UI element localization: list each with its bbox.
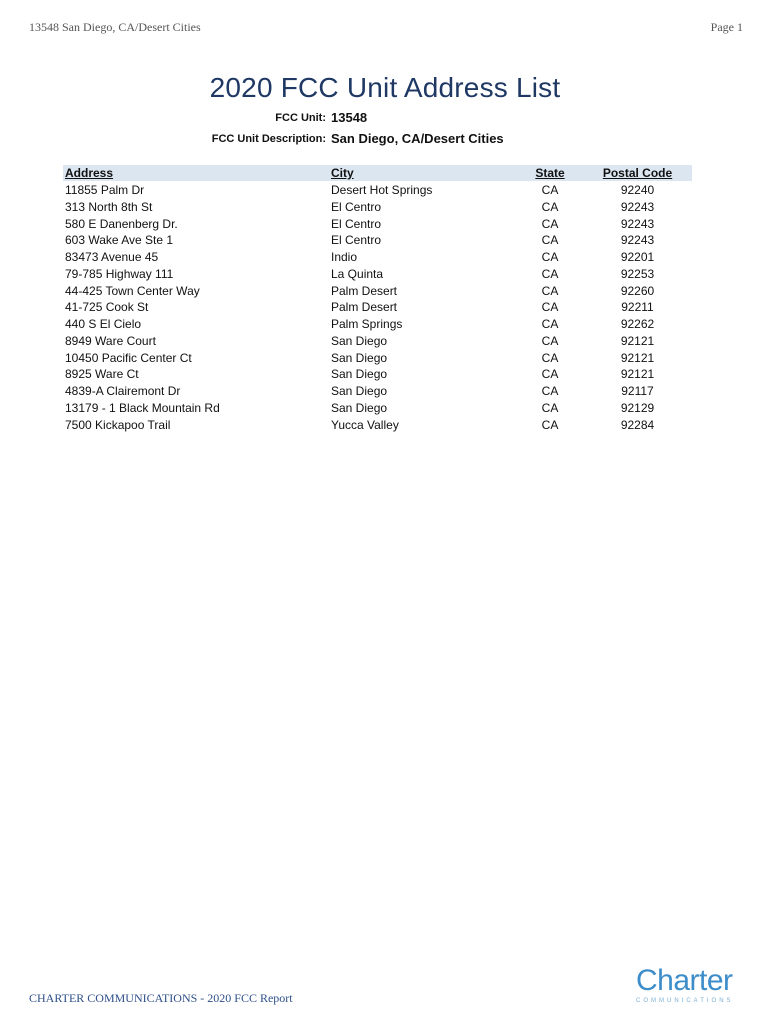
postal-code-cell: 92121 — [620, 350, 655, 365]
column-header-address: Address — [65, 166, 114, 180]
table-row — [0, 284, 770, 301]
city-cell: San Diego — [331, 384, 388, 398]
table-row — [0, 317, 770, 334]
postal-code-cell: 92253 — [620, 266, 655, 281]
column-header-city: City — [331, 166, 354, 180]
address-cell: 11855 Palm Dr — [65, 183, 145, 197]
table-row — [0, 367, 770, 384]
city-cell: Desert Hot Springs — [331, 183, 433, 197]
city-cell: El Centro — [331, 233, 382, 248]
page-number: Page 1 — [710, 20, 743, 34]
address-cell: 13179 - 1 Black Mountain Rd — [65, 400, 220, 415]
table-row — [0, 351, 770, 368]
state-cell: CA — [541, 266, 559, 281]
fcc-unit-value: 13548 — [331, 110, 368, 125]
state-cell: CA — [541, 300, 559, 315]
city-cell: Indio — [331, 250, 358, 264]
table-row — [0, 250, 770, 267]
postal-code-cell: 92243 — [620, 199, 655, 214]
table-row — [0, 183, 770, 200]
fcc-unit-description-value: San Diego, CA/Desert Cities — [331, 131, 504, 146]
state-cell: CA — [541, 216, 559, 231]
city-cell: Palm Desert — [331, 300, 398, 315]
postal-code-cell: 92243 — [620, 216, 655, 231]
state-cell: CA — [541, 233, 559, 248]
state-cell: CA — [541, 367, 559, 382]
city-cell: San Diego — [331, 350, 388, 365]
state-cell: CA — [541, 400, 559, 415]
charter-logo-word: Charter — [636, 964, 733, 997]
state-cell: CA — [541, 199, 559, 214]
state-cell: CA — [541, 283, 559, 298]
address-cell: 44-425 Town Center Way — [65, 283, 200, 298]
document-title: 2020 FCC Unit Address List — [209, 72, 561, 103]
address-cell: 580 E Danenberg Dr. — [65, 216, 178, 231]
postal-code-cell: 92129 — [620, 400, 655, 415]
table-header-bar — [63, 165, 692, 181]
charter-logo — [636, 966, 746, 1010]
footer-text: CHARTER COMMUNICATIONS - 2020 FCC Report — [29, 991, 293, 1005]
table-row — [0, 233, 770, 250]
address-cell: 41-725 Cook St — [65, 300, 149, 315]
city-cell: La Quinta — [331, 266, 384, 281]
city-cell: San Diego — [331, 333, 388, 348]
address-cell: 8949 Ware Court — [65, 333, 156, 348]
table-row — [0, 300, 770, 317]
postal-code-cell: 92262 — [620, 317, 655, 331]
fcc-unit-label: FCC Unit: — [275, 112, 326, 124]
postal-code-cell: 92201 — [620, 250, 655, 264]
postal-code-cell: 92243 — [620, 233, 655, 248]
state-cell: CA — [541, 417, 559, 432]
city-cell: El Centro — [331, 199, 382, 214]
city-cell: San Diego — [331, 400, 388, 415]
city-cell: El Centro — [331, 216, 382, 231]
address-cell: 7500 Kickapoo Trail — [65, 417, 171, 432]
postal-code-cell: 92284 — [620, 417, 655, 432]
city-cell: Palm Springs — [331, 317, 403, 331]
city-cell: Palm Desert — [331, 283, 398, 298]
table-row — [0, 267, 770, 284]
fcc-unit-description-label: FCC Unit Description: — [211, 133, 326, 145]
table-row — [0, 418, 770, 435]
column-header-state: State — [535, 166, 565, 180]
city-cell: Yucca Valley — [331, 417, 399, 432]
column-header-postal-code: Postal Code — [602, 166, 673, 180]
postal-code-cell: 92121 — [620, 333, 655, 348]
state-cell: CA — [541, 333, 559, 348]
city-cell: San Diego — [331, 367, 388, 382]
table-row — [0, 334, 770, 351]
state-cell: CA — [541, 183, 559, 197]
postal-code-cell: 92211 — [621, 300, 654, 315]
address-cell: 440 S El Cielo — [65, 317, 142, 331]
postal-code-cell: 92117 — [621, 384, 654, 398]
address-cell: 603 Wake Ave Ste 1 — [65, 233, 174, 248]
state-cell: CA — [541, 350, 559, 365]
state-cell: CA — [541, 384, 559, 398]
postal-code-cell: 92240 — [620, 183, 655, 197]
address-cell: 10450 Pacific Center Ct — [65, 350, 192, 365]
table-row — [0, 384, 770, 401]
address-cell: 83473 Avenue 45 — [65, 250, 159, 264]
charter-logo-subtitle: COMMUNICATIONS — [636, 998, 734, 1004]
address-cell: 8925 Ware Ct — [65, 367, 139, 382]
page-header-unit: 13548 San Diego, CA/Desert Cities — [29, 20, 201, 34]
address-cell: 313 North 8th St — [65, 199, 153, 214]
table-row — [0, 401, 770, 418]
table-row — [0, 200, 770, 217]
state-cell: CA — [541, 250, 559, 264]
postal-code-cell: 92121 — [620, 367, 655, 382]
address-cell: 79-785 Highway 111 — [65, 266, 174, 281]
postal-code-cell: 92260 — [620, 283, 655, 298]
state-cell: CA — [541, 317, 559, 331]
table-row — [0, 217, 770, 234]
address-cell: 4839-A Clairemont Dr — [65, 384, 181, 398]
